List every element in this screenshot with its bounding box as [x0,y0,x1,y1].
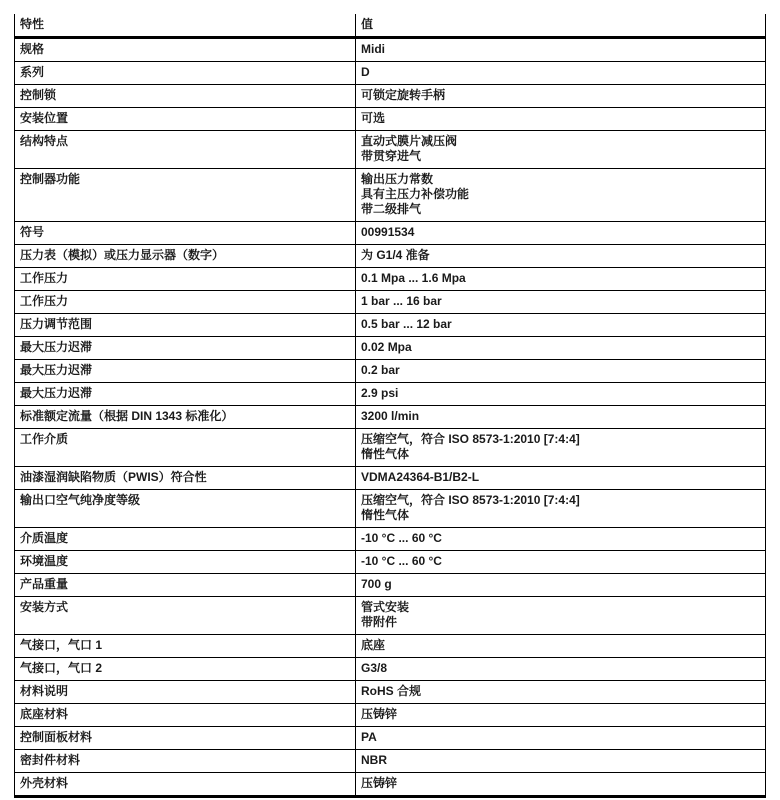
property-cell: 外壳材料 [15,773,356,797]
value-cell: 压缩空气，符合 ISO 8573-1:2010 [7:4:4] 惰性气体 [356,490,766,528]
value-cell: 00991534 [356,222,766,245]
value-cell: 可选 [356,108,766,131]
property-cell: 安装方式 [15,597,356,635]
table-row [15,62,766,85]
value-column-header: 值 [356,14,766,38]
property-cell: 控制器功能 [15,169,356,222]
property-cell: 压力调节范围 [15,314,356,337]
value-cell: D [356,62,766,85]
value-cell: 0.2 bar [356,360,766,383]
value-cell: 压铸锌 [356,704,766,727]
property-cell: 材料说明 [15,681,356,704]
table-row [15,169,766,222]
value-cell: 压铸锌 [356,773,766,797]
property-cell: 最大压力迟滞 [15,360,356,383]
table-row [15,704,766,727]
table-row [15,360,766,383]
header-row [15,14,766,38]
value-cell: Midi [356,38,766,62]
table-row [15,222,766,245]
table-row [15,108,766,131]
value-cell: G3/8 [356,658,766,681]
property-cell: 压力表（模拟）或压力显示器（数字） [15,245,356,268]
value-cell: 输出压力常数 具有主压力补偿功能 带二级排气 [356,169,766,222]
property-cell: 控制面板材料 [15,727,356,750]
value-cell: 为 G1/4 准备 [356,245,766,268]
property-cell: 油漆湿润缺陷物质（PWIS）符合性 [15,467,356,490]
value-cell: 底座 [356,635,766,658]
table-row [15,727,766,750]
table-row [15,490,766,528]
table-row [15,268,766,291]
value-cell: 0.02 Mpa [356,337,766,360]
table-row [15,681,766,704]
value-cell: 3200 l/min [356,406,766,429]
table-row [15,597,766,635]
value-cell: 2.9 psi [356,383,766,406]
property-cell: 介质温度 [15,528,356,551]
value-cell: 压缩空气，符合 ISO 8573-1:2010 [7:4:4] 惰性气体 [356,429,766,467]
property-cell: 符号 [15,222,356,245]
table-row [15,314,766,337]
property-cell: 气接口，气口 2 [15,658,356,681]
spec-table-body [15,38,766,797]
property-cell: 底座材料 [15,704,356,727]
property-cell: 工作介质 [15,429,356,467]
table-row [15,528,766,551]
value-cell: NBR [356,750,766,773]
property-cell: 气接口，气口 1 [15,635,356,658]
property-cell: 系列 [15,62,356,85]
property-cell: 工作压力 [15,268,356,291]
value-cell: VDMA24364-B1/B2-L [356,467,766,490]
property-column-header: 特性 [15,14,356,38]
property-cell: 最大压力迟滞 [15,383,356,406]
table-row [15,467,766,490]
property-cell: 规格 [15,38,356,62]
spec-table [14,14,766,798]
table-row [15,635,766,658]
value-cell: 管式安装 带附件 [356,597,766,635]
value-cell: 可锁定旋转手柄 [356,85,766,108]
table-row [15,245,766,268]
property-cell: 密封件材料 [15,750,356,773]
table-row [15,85,766,108]
value-cell: RoHS 合规 [356,681,766,704]
table-row [15,574,766,597]
value-cell: 直动式膜片减压阀 带贯穿进气 [356,131,766,169]
property-cell: 环境温度 [15,551,356,574]
table-row [15,131,766,169]
table-row [15,773,766,797]
value-cell: 0.5 bar ... 12 bar [356,314,766,337]
property-cell: 控制锁 [15,85,356,108]
table-row [15,551,766,574]
value-cell: -10 °C ... 60 °C [356,528,766,551]
value-cell: 700 g [356,574,766,597]
value-cell: PA [356,727,766,750]
property-cell: 工作压力 [15,291,356,314]
property-cell: 最大压力迟滞 [15,337,356,360]
property-cell: 安装位置 [15,108,356,131]
table-row [15,658,766,681]
value-cell: -10 °C ... 60 °C [356,551,766,574]
value-cell: 0.1 Mpa ... 1.6 Mpa [356,268,766,291]
property-cell: 标准额定流量（根据 DIN 1343 标准化） [15,406,356,429]
table-row [15,38,766,62]
table-row [15,383,766,406]
property-cell: 输出口空气纯净度等级 [15,490,356,528]
table-row [15,291,766,314]
property-cell: 结构特点 [15,131,356,169]
property-cell: 产品重量 [15,574,356,597]
table-row [15,750,766,773]
table-row [15,406,766,429]
value-cell: 1 bar ... 16 bar [356,291,766,314]
table-row [15,337,766,360]
table-row [15,429,766,467]
